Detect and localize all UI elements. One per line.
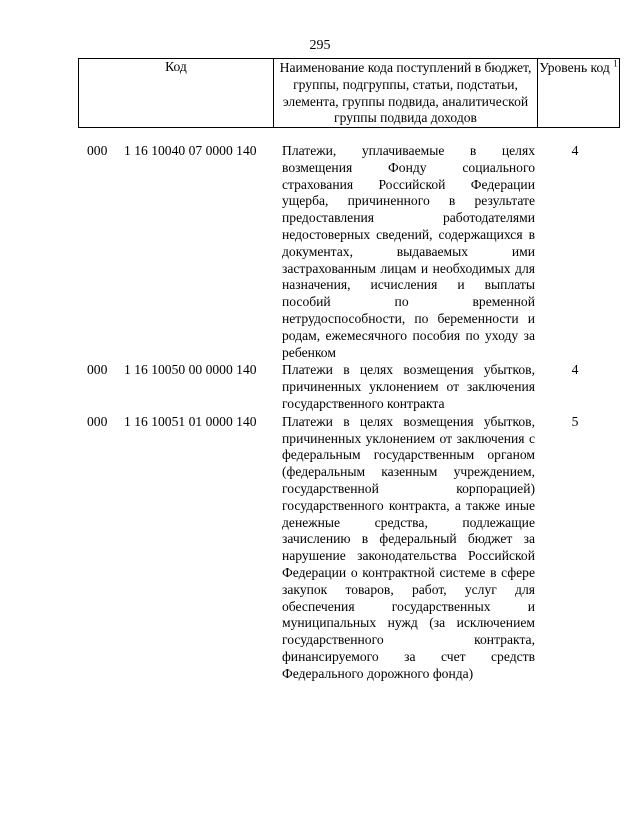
revenue-name: Платежи в целях возмещения убытков, причиненных уклонением от заключения с федеральным государственным органом (федеральным казенным учреждением, государственной корпорацией) государственного контракта, а также иные денежные средства, подлежащие зачислению в федеральный бюджет за нарушение законодательства Российской Федерации о контрактной системе в сфере закупок товаров, работ, услуг для обеспечения государственных и муниципальных нужд (за исключением государственного контракта, финансируемого за счет средств Федерального дорожного фонда) xyxy=(282,413,535,681)
admin-code: 000 xyxy=(87,413,108,429)
level-value: 4 xyxy=(571,143,579,158)
revenue-code: 1 16 10050 00 0000 140 xyxy=(124,362,257,378)
header-level xyxy=(538,59,620,127)
table-row xyxy=(0,414,640,683)
header-level-footnote: 1 xyxy=(613,58,618,69)
revenue-code: 1 16 10051 01 0000 140 xyxy=(124,413,257,429)
revenue-name: Платежи, уплачиваемые в целях возмещения Фонду социального страхования Российской Федерации ущерба, причиненного в результате предоставления работодателями недостоверных сведений, содержащихся в документах, выдаваемых ими застрахованным лицам и необходимых для назначения, исчисления и выплаты пособий по временной нетрудоспособности, по беременности и родам, ежемесячного пособия по уходу за ребенком xyxy=(282,143,535,360)
revenue-code: 1 16 10040 07 0000 140 xyxy=(124,143,257,158)
admin-code: 000 xyxy=(87,143,108,158)
level-value: 4 xyxy=(571,362,579,378)
header-code: Код xyxy=(78,59,274,127)
header-name: Наименование кода поступлений в бюджет, группы, подгруппы, статьи, подстатьи, элемента, группы подвида, аналитической группы подвида доходов xyxy=(274,59,538,127)
table-row xyxy=(0,362,640,412)
admin-code: 000 xyxy=(87,362,108,378)
revenue-name: Платежи в целях возмещения убытков, причиненных уклонением от заключения государственного контракта xyxy=(282,362,535,411)
table-row xyxy=(0,143,640,361)
page-number: 295 xyxy=(309,38,331,53)
level-value: 5 xyxy=(571,413,579,429)
header-level-label: Уровень код xyxy=(539,60,610,75)
table-header xyxy=(78,58,620,128)
table-body xyxy=(0,143,640,683)
